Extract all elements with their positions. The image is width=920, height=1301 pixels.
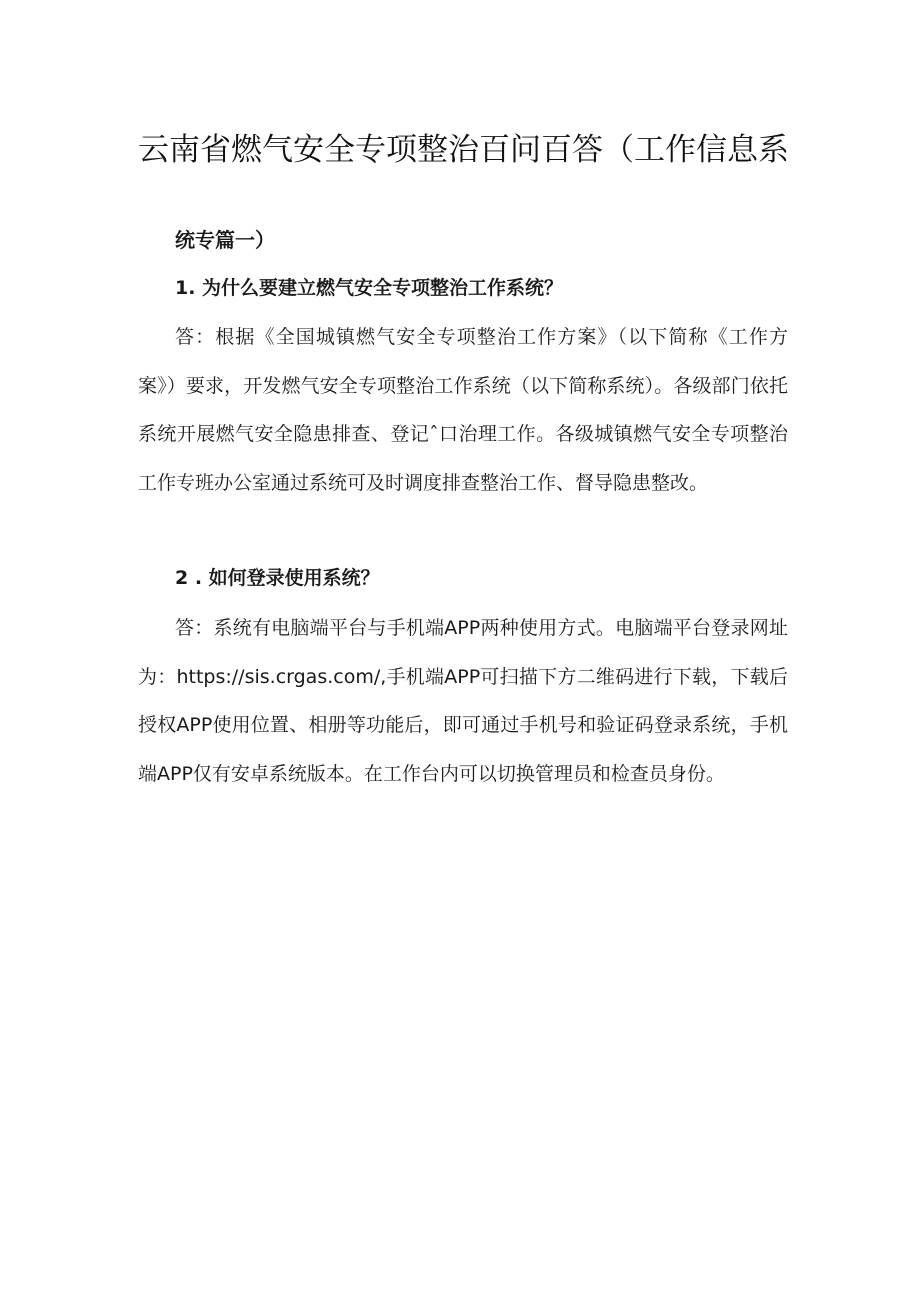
document-subtitle: 统专篇一） (175, 228, 275, 252)
question-2-heading: 2 . 如何登录使用系统？ (175, 567, 380, 589)
question-1-answer: 答：根据《全国城镇燃气安全专项整治工作方案》（以下简称《工作方案》）要求，开发燃气安全专项整治工作系统（以下简称系统）。各级部门依托系统开展燃气安全隐患排查、登记ˆ口治理工作。各级城镇燃气安全专项整治工作专班办公室通过系统可及时调度排查整治工作、督导隐患整改。 (138, 326, 788, 494)
document-title: 云南省燃气安全专项整治百问百答（工作信息系 (138, 132, 789, 168)
question-2-answer: 答：系统有电脑端平台与手机端APP两种使用方式。电脑端平台登录网址为：https://sis.crgas.com/,手机端APP可扫描下方二维码进行下载，下载后授权APP使用位置、相册等功能后，即可通过手机号和验证码登录系统，手机端APP仅有安卓系统版本。在工作台内可以切换管理员和检查员身份。 (138, 617, 788, 785)
question-1-heading: 1. 为什么要建立燃气安全专项整治工作系统？ (175, 277, 564, 299)
